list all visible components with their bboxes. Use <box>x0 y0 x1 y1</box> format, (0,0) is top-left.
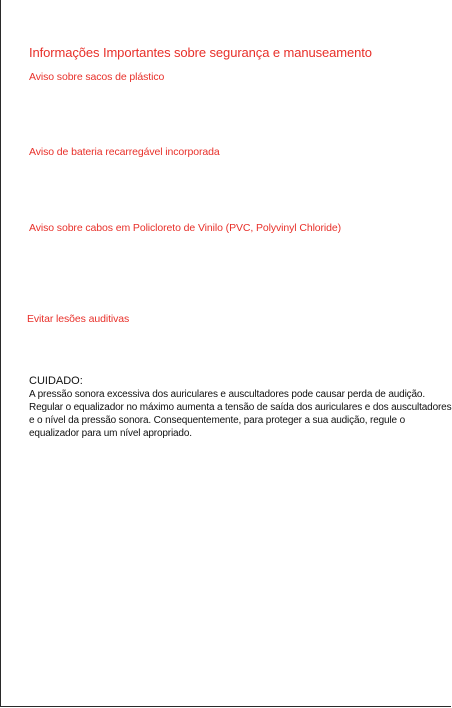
caution-block <box>29 375 452 440</box>
section-heading-plastic-bags: Aviso sobre sacos de plástico <box>29 71 165 83</box>
page-title: Informações Importantes sobre segurança e manuseamento <box>29 45 372 60</box>
section-heading-hearing-damage: Evitar lesões auditivas <box>27 313 130 325</box>
caution-text: A pressão sonora excessiva dos auriculares e auscultadores pode causar perda de audição. Regular o equalizador no máximo aumenta a tensão de saída dos auriculares e dos auscultadores e o nível da pressão sonora. Consequentemente, para proteger a sua audição, regule o equalizador para um nível apropriado. <box>29 389 452 439</box>
section-heading-rechargeable-battery: Aviso de bateria recarregável incorporada <box>29 146 220 158</box>
caution-label: CUIDADO: <box>29 375 83 387</box>
section-heading-pvc-cables: Aviso sobre cabos em Policloreto de Vinilo (PVC, Polyvinyl Chloride) <box>29 222 342 234</box>
